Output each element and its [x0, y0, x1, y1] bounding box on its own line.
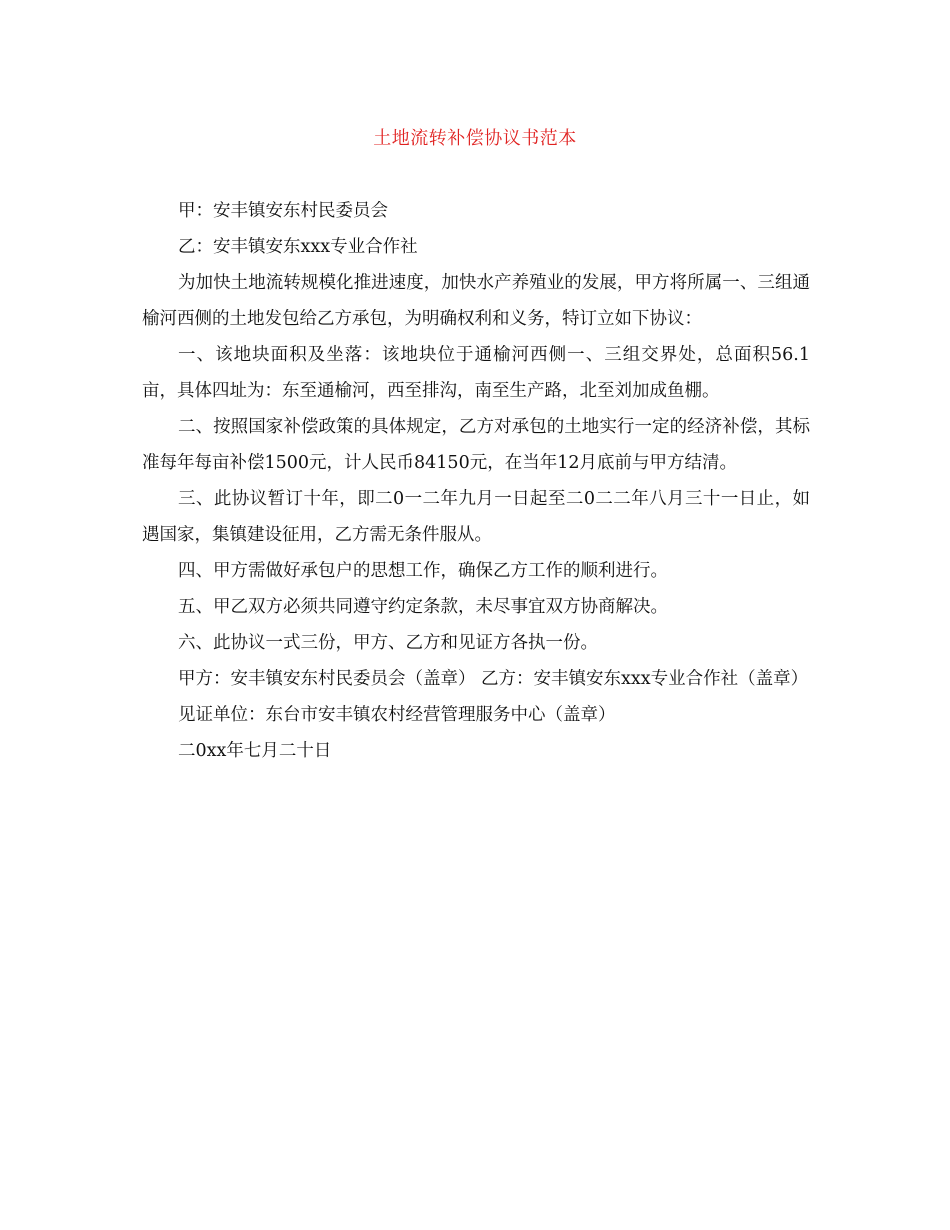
date-line: 二0xx年七月二十日 [178, 741, 332, 761]
party-a-line: 甲：安丰镇安东村民委员会 [178, 201, 388, 221]
clause-6: 六、此协议一式三份，甲方、乙方和见证方各执一份。 [178, 633, 598, 653]
document-title: 土地流转补偿协议书范本 [373, 128, 577, 149]
witness-line: 见证单位：东台市安丰镇农村经营管理服务中心（盖章） [178, 705, 616, 725]
preamble-paragraph: 为加快土地流转规模化推进速度，加快水产养殖业的发展，甲方将所属一、三组通榆河西侧的土地发包给乙方承包，为明确权利和义务，特订立如下协议： [142, 273, 810, 329]
signature-line: 甲方：安丰镇安东村民委员会（盖章） 乙方：安丰镇安东xxx专业合作社（盖章） [178, 669, 809, 689]
clause-1: 一、该地块面积及坐落：该地块位于通榆河西侧一、三组交界处，总面积56.1亩，具体四址为：东至通榆河，西至排沟，南至生产路，北至刘加成鱼棚。 [142, 345, 810, 401]
document-body [142, 193, 810, 769]
clause-2: 二、按照国家补偿政策的具体规定，乙方对承包的土地实行一定的经济补偿，其标准每年每亩补偿1500元，计人民币84150元，在当年12月底前与甲方结清。 [142, 417, 810, 473]
clause-4: 四、甲方需做好承包户的思想工作，确保乙方工作的顺利进行。 [178, 561, 668, 581]
party-b-line: 乙：安丰镇安东xxx专业合作社 [178, 237, 418, 257]
clause-3: 三、此协议暂订十年，即二0一二年九月一日起至二0二二年八月三十一日止，如遇国家，集镇建设征用，乙方需无条件服从。 [142, 489, 810, 545]
clause-5: 五、甲乙双方必须共同遵守约定条款，未尽事宜双方协商解决。 [178, 597, 668, 617]
